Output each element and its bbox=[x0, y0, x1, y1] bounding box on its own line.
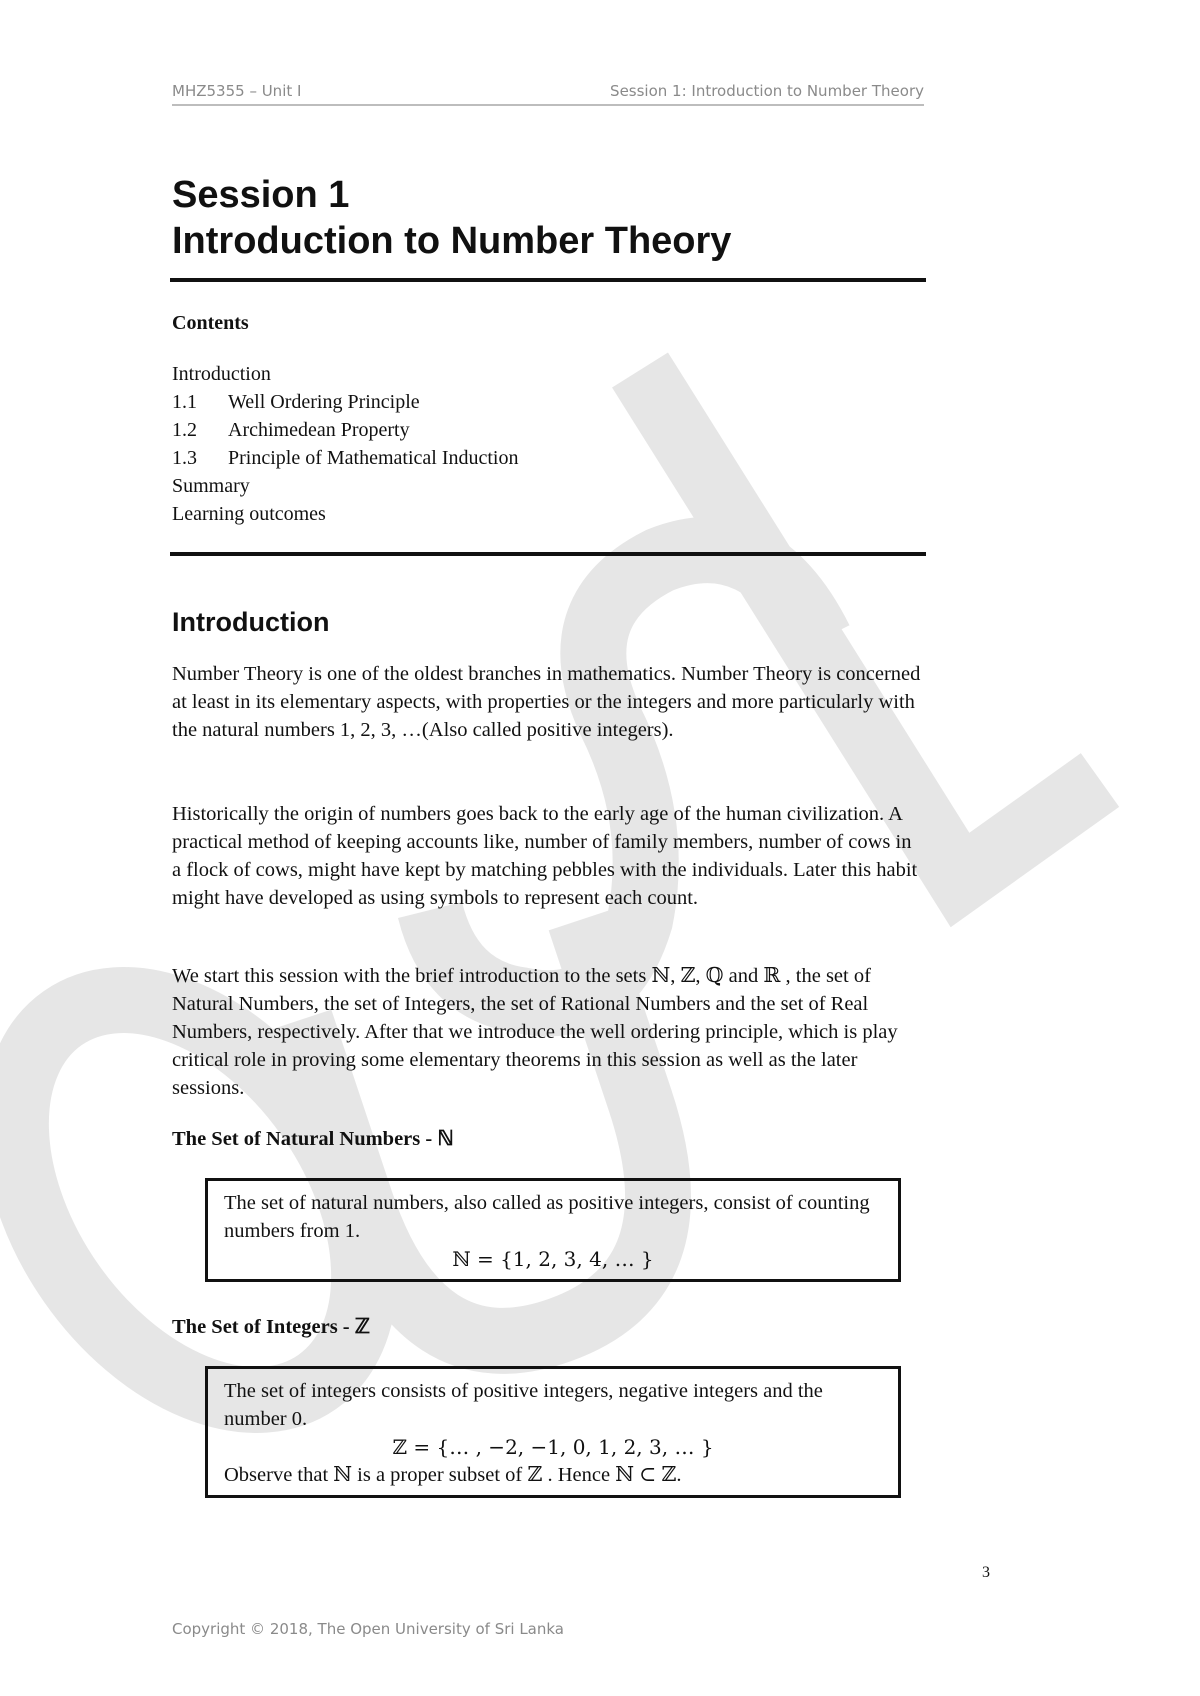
title-divider bbox=[170, 278, 926, 282]
contents-list bbox=[172, 360, 518, 528]
contents-item: Learning outcomes bbox=[172, 503, 326, 525]
running-header bbox=[172, 82, 924, 106]
integers-heading: The Set of Integers - ℤ bbox=[172, 1316, 371, 1338]
header-session-title: Session 1: Introduction to Number Theory bbox=[610, 82, 924, 100]
contents-item: Introduction bbox=[172, 363, 271, 385]
integers-text: The set of integers consists of positive integers, negative integers and the number 0. bbox=[224, 1380, 823, 1430]
contents-item: 1.1 Well Ordering Principle bbox=[172, 391, 420, 413]
contents-item: Summary bbox=[172, 475, 250, 497]
natural-numbers-equation: ℕ = {1, 2, 3, 4, … } bbox=[452, 1247, 654, 1271]
session-name: Introduction to Number Theory bbox=[172, 220, 732, 262]
contents-heading: Contents bbox=[172, 312, 249, 334]
intro-paragraph-3: We start this session with the brief introduction to the sets ℕ, ℤ, ℚ and ℝ , the set of Natural Numbers, the set of Integers, the set of Rational Numbers and the set of Real Numbers, respectively. After that we introduce the well ordering principle, which is play critical role in proving some elementary theorems in this session as well as the later sessions. bbox=[172, 965, 898, 1099]
page-number: 3 bbox=[982, 1564, 990, 1581]
integers-definition-box bbox=[205, 1366, 901, 1498]
header-course-code: MHZ5355 – Unit I bbox=[172, 82, 302, 100]
intro-paragraph-1: Number Theory is one of the oldest branches in mathematics. Number Theory is concerned at least in its elementary aspects, with properties or the integers and more particularly with the natural numbers 1, 2, 3, …(Also called positive integers). bbox=[172, 663, 921, 741]
natural-numbers-definition-box bbox=[205, 1178, 901, 1282]
integers-subset-note: Observe that ℕ is a proper subset of ℤ . Hence ℕ ⊂ ℤ. bbox=[224, 1464, 682, 1486]
session-title bbox=[172, 172, 731, 264]
integers-equation: ℤ = {… , −2, −1, 0, 1, 2, 3, … } bbox=[392, 1435, 714, 1459]
contents-item: 1.2 Archimedean Property bbox=[172, 419, 410, 441]
contents-item: 1.3 Principle of Mathematical Induction bbox=[172, 447, 519, 469]
copyright-footer: Copyright © 2018, The Open University of Sri Lanka bbox=[172, 1620, 564, 1638]
introduction-heading: Introduction bbox=[172, 607, 330, 637]
contents-divider bbox=[170, 552, 926, 556]
intro-paragraph-2: Historically the origin of numbers goes back to the early age of the human civilization. A practical method of keeping accounts like, number of family members, number of cows in a flock of cows, might have kept by matching pebbles with the individuals. Later this habit might have developed as using symbols to represent each count. bbox=[172, 803, 918, 909]
natural-numbers-heading: The Set of Natural Numbers - ℕ bbox=[172, 1128, 454, 1150]
session-number: Session 1 bbox=[172, 174, 350, 216]
natural-numbers-text: The set of natural numbers, also called as positive integers, consist of counting numbers from 1. bbox=[224, 1192, 870, 1242]
